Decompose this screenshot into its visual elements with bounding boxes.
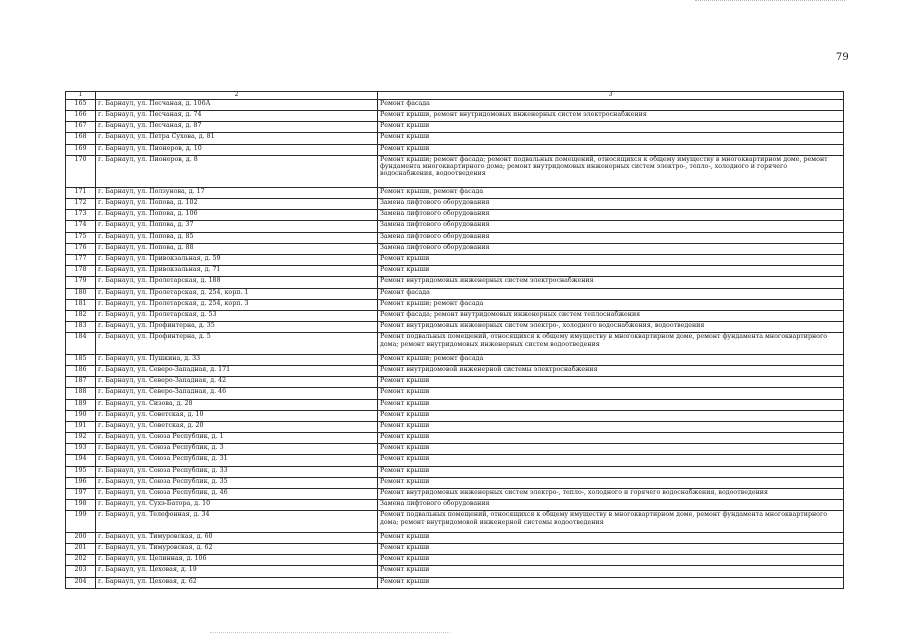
row-number-cell: 195	[66, 466, 96, 477]
table-row	[66, 232, 844, 243]
scan-artifact-top	[695, 0, 845, 3]
row-works-cell: Ремонт крыши; ремонт фасада	[378, 299, 844, 310]
row-number-cell: 174	[66, 221, 96, 232]
row-works-cell: Ремонт крыши	[378, 399, 844, 410]
table-row	[66, 310, 844, 321]
row-address-cell: г. Барнаул, ул. Союза Республик, д. 35	[96, 477, 378, 488]
table-row	[66, 288, 844, 299]
table-row	[66, 388, 844, 399]
row-works-cell: Ремонт крыши	[378, 544, 844, 555]
table-row	[66, 266, 844, 277]
row-number-cell: 165	[66, 99, 96, 110]
row-number-cell: 175	[66, 232, 96, 243]
row-address-cell: г. Барнаул, ул. Северо-Западная, д. 42	[96, 377, 378, 388]
row-number-cell: 190	[66, 410, 96, 421]
row-address-cell: г. Барнаул, ул. Пролетарская, д. 188	[96, 277, 378, 288]
table-row	[66, 477, 844, 488]
row-works-cell: Ремонт крыши	[378, 577, 844, 588]
row-number-cell: 197	[66, 489, 96, 500]
row-works-cell: Ремонт фасада; ремонт внутридомовых инженерных систем теплоснабжения	[378, 310, 844, 321]
row-number-cell: 200	[66, 532, 96, 543]
row-works-cell: Ремонт крыши	[378, 421, 844, 432]
row-address-cell: г. Барнаул, ул. Сизова, д. 28	[96, 399, 378, 410]
table-row	[66, 410, 844, 421]
row-number-cell: 188	[66, 388, 96, 399]
row-number-cell: 184	[66, 333, 96, 355]
table-row	[66, 254, 844, 265]
row-address-cell: г. Барнаул, ул. Цеховая, д. 19	[96, 566, 378, 577]
row-address-cell: г. Барнаул, ул. Попова, д. 88	[96, 243, 378, 254]
column-header-works: 3	[378, 92, 844, 100]
column-header-address: 2	[96, 92, 378, 100]
row-address-cell: г. Барнаул, ул. Попова, д. 102	[96, 199, 378, 210]
table-row	[66, 155, 844, 187]
row-address-cell: г. Барнаул, ул. Северо-Западная, д. 171	[96, 365, 378, 376]
row-works-cell: Замена лифтового оборудования	[378, 232, 844, 243]
row-works-cell: Ремонт крыши	[378, 477, 844, 488]
row-address-cell: г. Барнаул, ул. Ползунова, д. 17	[96, 187, 378, 198]
row-address-cell: г. Барнаул, ул. Цеховая, д. 62	[96, 577, 378, 588]
row-number-cell: 183	[66, 322, 96, 333]
table-header-row	[66, 92, 844, 100]
table-row	[66, 532, 844, 543]
row-number-cell: 193	[66, 444, 96, 455]
row-number-cell: 186	[66, 365, 96, 376]
table-row	[66, 122, 844, 133]
row-works-cell: Замена лифтового оборудования	[378, 210, 844, 221]
row-number-cell: 191	[66, 421, 96, 432]
row-address-cell: г. Барнаул, ул. Пушкина, д. 33	[96, 354, 378, 365]
column-header-number: 1	[66, 92, 96, 100]
table-row	[66, 421, 844, 432]
row-address-cell: г. Барнаул, ул. Целинная, д. 106	[96, 555, 378, 566]
row-number-cell: 192	[66, 433, 96, 444]
row-works-cell: Ремонт крыши	[378, 466, 844, 477]
row-works-cell: Ремонт крыши	[378, 555, 844, 566]
row-works-cell: Ремонт крыши	[378, 410, 844, 421]
row-works-cell: Ремонт крыши	[378, 566, 844, 577]
row-works-cell: Ремонт крыши	[378, 377, 844, 388]
table-body	[66, 99, 844, 588]
row-number-cell: 204	[66, 577, 96, 588]
table-row	[66, 433, 844, 444]
row-address-cell: г. Барнаул, ул. Профинтерна, д. 5	[96, 333, 378, 355]
table-row	[66, 365, 844, 376]
table-row	[66, 199, 844, 210]
table-row	[66, 544, 844, 555]
row-address-cell: г. Барнаул, ул. Песчаная, д. 74	[96, 111, 378, 122]
table-row	[66, 566, 844, 577]
row-address-cell: г. Барнаул, ул. Сухэ-Батора, д. 10	[96, 500, 378, 511]
row-address-cell: г. Барнаул, ул. Союза Республик, д. 31	[96, 455, 378, 466]
row-number-cell: 187	[66, 377, 96, 388]
table-row	[66, 489, 844, 500]
table-row	[66, 500, 844, 511]
row-number-cell: 180	[66, 288, 96, 299]
row-address-cell: г. Барнаул, ул. Союза Республик, д. 1	[96, 433, 378, 444]
row-number-cell: 201	[66, 544, 96, 555]
row-number-cell: 173	[66, 210, 96, 221]
row-address-cell: г. Барнаул, ул. Песчаная, д. 106А	[96, 99, 378, 110]
row-works-cell: Ремонт внутридомовой инженерной системы электроснабжения	[378, 365, 844, 376]
row-address-cell: г. Барнаул, ул. Пролетарская, д. 254, корп. 1	[96, 288, 378, 299]
table-row	[66, 187, 844, 198]
row-number-cell: 199	[66, 511, 96, 533]
table-row	[66, 377, 844, 388]
row-works-cell: Замена лифтового оборудования	[378, 243, 844, 254]
row-works-cell: Ремонт крыши	[378, 133, 844, 144]
table-row	[66, 511, 844, 533]
row-works-cell: Ремонт крыши	[378, 254, 844, 265]
row-address-cell: г. Барнаул, ул. Советская, д. 20	[96, 421, 378, 432]
row-number-cell: 170	[66, 155, 96, 187]
table-row	[66, 99, 844, 110]
row-address-cell: г. Барнаул, ул. Советская, д. 10	[96, 410, 378, 421]
row-address-cell: г. Барнаул, ул. Северо-Западная, д. 46	[96, 388, 378, 399]
row-works-cell: Замена лифтового оборудования	[378, 199, 844, 210]
table-row	[66, 144, 844, 155]
row-works-cell: Ремонт крыши	[378, 532, 844, 543]
row-address-cell: г. Барнаул, ул. Попова, д. 37	[96, 221, 378, 232]
row-address-cell: г. Барнаул, ул. Попова, д. 106	[96, 210, 378, 221]
row-number-cell: 171	[66, 187, 96, 198]
row-address-cell: г. Барнаул, ул. Привокзальная, д. 71	[96, 266, 378, 277]
row-number-cell: 202	[66, 555, 96, 566]
row-number-cell: 179	[66, 277, 96, 288]
row-number-cell: 196	[66, 477, 96, 488]
row-works-cell: Ремонт крыши	[378, 388, 844, 399]
row-works-cell: Ремонт крыши	[378, 433, 844, 444]
row-address-cell: г. Барнаул, ул. Союза Республик, д. 33	[96, 466, 378, 477]
table-row	[66, 354, 844, 365]
row-works-cell: Ремонт крыши, ремонт внутридомовых инженерных систем электроснабжения	[378, 111, 844, 122]
row-address-cell: г. Барнаул, ул. Песчаная, д. 87	[96, 122, 378, 133]
row-works-cell: Ремонт внутридомовых инженерных систем электро-, холодного водоснабжения, водоотведения	[378, 322, 844, 333]
row-number-cell: 166	[66, 111, 96, 122]
row-number-cell: 172	[66, 199, 96, 210]
row-address-cell: г. Барнаул, ул. Пролетарская, д. 53	[96, 310, 378, 321]
table-row	[66, 399, 844, 410]
row-works-cell: Ремонт подвальных помещений, относящихся к общему имуществу в многоквартирном доме, ремонт фундамента многоквартирного дома; ремонт внутридомовых инженерных систем водоотведения	[378, 333, 844, 355]
row-number-cell: 198	[66, 500, 96, 511]
row-address-cell: г. Барнаул, ул. Телефонная, д. 34	[96, 511, 378, 533]
repair-register-table	[65, 91, 844, 589]
page-number: 79	[835, 52, 849, 63]
table-row	[66, 277, 844, 288]
row-works-cell: Ремонт крыши; ремонт фасада; ремонт подвальных помещений, относящихся к общему имуществу в многоквартирном доме, ремонт фундамента многоквартирного дома; ремонт внутридомовых инженерных систем электро-, тепло-, холодного и горячего водоснабжения, водоотведения	[378, 155, 844, 187]
row-address-cell: г. Барнаул, ул. Пионеров, д. 10	[96, 144, 378, 155]
row-address-cell: г. Барнаул, ул. Пролетарская, д. 254, корп. 3	[96, 299, 378, 310]
row-works-cell: Ремонт крыши	[378, 455, 844, 466]
row-address-cell: г. Барнаул, ул. Попова, д. 85	[96, 232, 378, 243]
row-works-cell: Ремонт крыши, ремонт фасада	[378, 187, 844, 198]
table-row	[66, 333, 844, 355]
row-works-cell: Замена лифтового оборудования	[378, 221, 844, 232]
table-row	[66, 133, 844, 144]
row-works-cell: Ремонт фасада	[378, 99, 844, 110]
row-works-cell: Ремонт подвальных помещений, относящихся к общему имуществу в многоквартирном доме, ремонт фундамента многоквартирного дома; ремонт внутридомовой инженерной системы водоотведения	[378, 511, 844, 533]
row-number-cell: 185	[66, 354, 96, 365]
row-works-cell: Ремонт крыши; ремонт фасада	[378, 354, 844, 365]
table-row	[66, 455, 844, 466]
table-row	[66, 577, 844, 588]
table-row	[66, 243, 844, 254]
row-address-cell: г. Барнаул, ул. Пионеров, д. 8	[96, 155, 378, 187]
row-works-cell: Ремонт крыши	[378, 122, 844, 133]
row-number-cell: 176	[66, 243, 96, 254]
row-address-cell: г. Барнаул, ул. Привокзальная, д. 59	[96, 254, 378, 265]
row-number-cell: 168	[66, 133, 96, 144]
table-row	[66, 466, 844, 477]
row-works-cell: Ремонт внутридомовых инженерных систем электроснабжения	[378, 277, 844, 288]
table-row	[66, 221, 844, 232]
row-number-cell: 189	[66, 399, 96, 410]
scan-artifact-bottom	[210, 632, 450, 634]
row-works-cell: Ремонт крыши	[378, 444, 844, 455]
row-works-cell: Ремонт крыши	[378, 266, 844, 277]
table-row	[66, 322, 844, 333]
row-number-cell: 169	[66, 144, 96, 155]
row-address-cell: г. Барнаул, ул. Петра Сухова, д. 81	[96, 133, 378, 144]
row-address-cell: г. Барнаул, ул. Тимуровская, д. 62	[96, 544, 378, 555]
row-number-cell: 177	[66, 254, 96, 265]
row-address-cell: г. Барнаул, ул. Союза Республик, д. 46	[96, 489, 378, 500]
table-row	[66, 111, 844, 122]
table-row	[66, 210, 844, 221]
row-address-cell: г. Барнаул, ул. Союза Республик, д. 3	[96, 444, 378, 455]
row-works-cell: Ремонт фасада	[378, 288, 844, 299]
table-row	[66, 444, 844, 455]
table-row	[66, 299, 844, 310]
table-row	[66, 555, 844, 566]
row-address-cell: г. Барнаул, ул. Тимуровская, д. 60	[96, 532, 378, 543]
row-address-cell: г. Барнаул, ул. Профинтерна, д. 35	[96, 322, 378, 333]
row-works-cell: Ремонт крыши	[378, 144, 844, 155]
row-number-cell: 203	[66, 566, 96, 577]
row-number-cell: 194	[66, 455, 96, 466]
row-number-cell: 182	[66, 310, 96, 321]
row-number-cell: 167	[66, 122, 96, 133]
row-works-cell: Замена лифтового оборудования	[378, 500, 844, 511]
row-works-cell: Ремонт внутридомовых инженерных систем электро-, тепло-, холодного и горячего водоснабжения, водоотведения	[378, 489, 844, 500]
row-number-cell: 178	[66, 266, 96, 277]
row-number-cell: 181	[66, 299, 96, 310]
